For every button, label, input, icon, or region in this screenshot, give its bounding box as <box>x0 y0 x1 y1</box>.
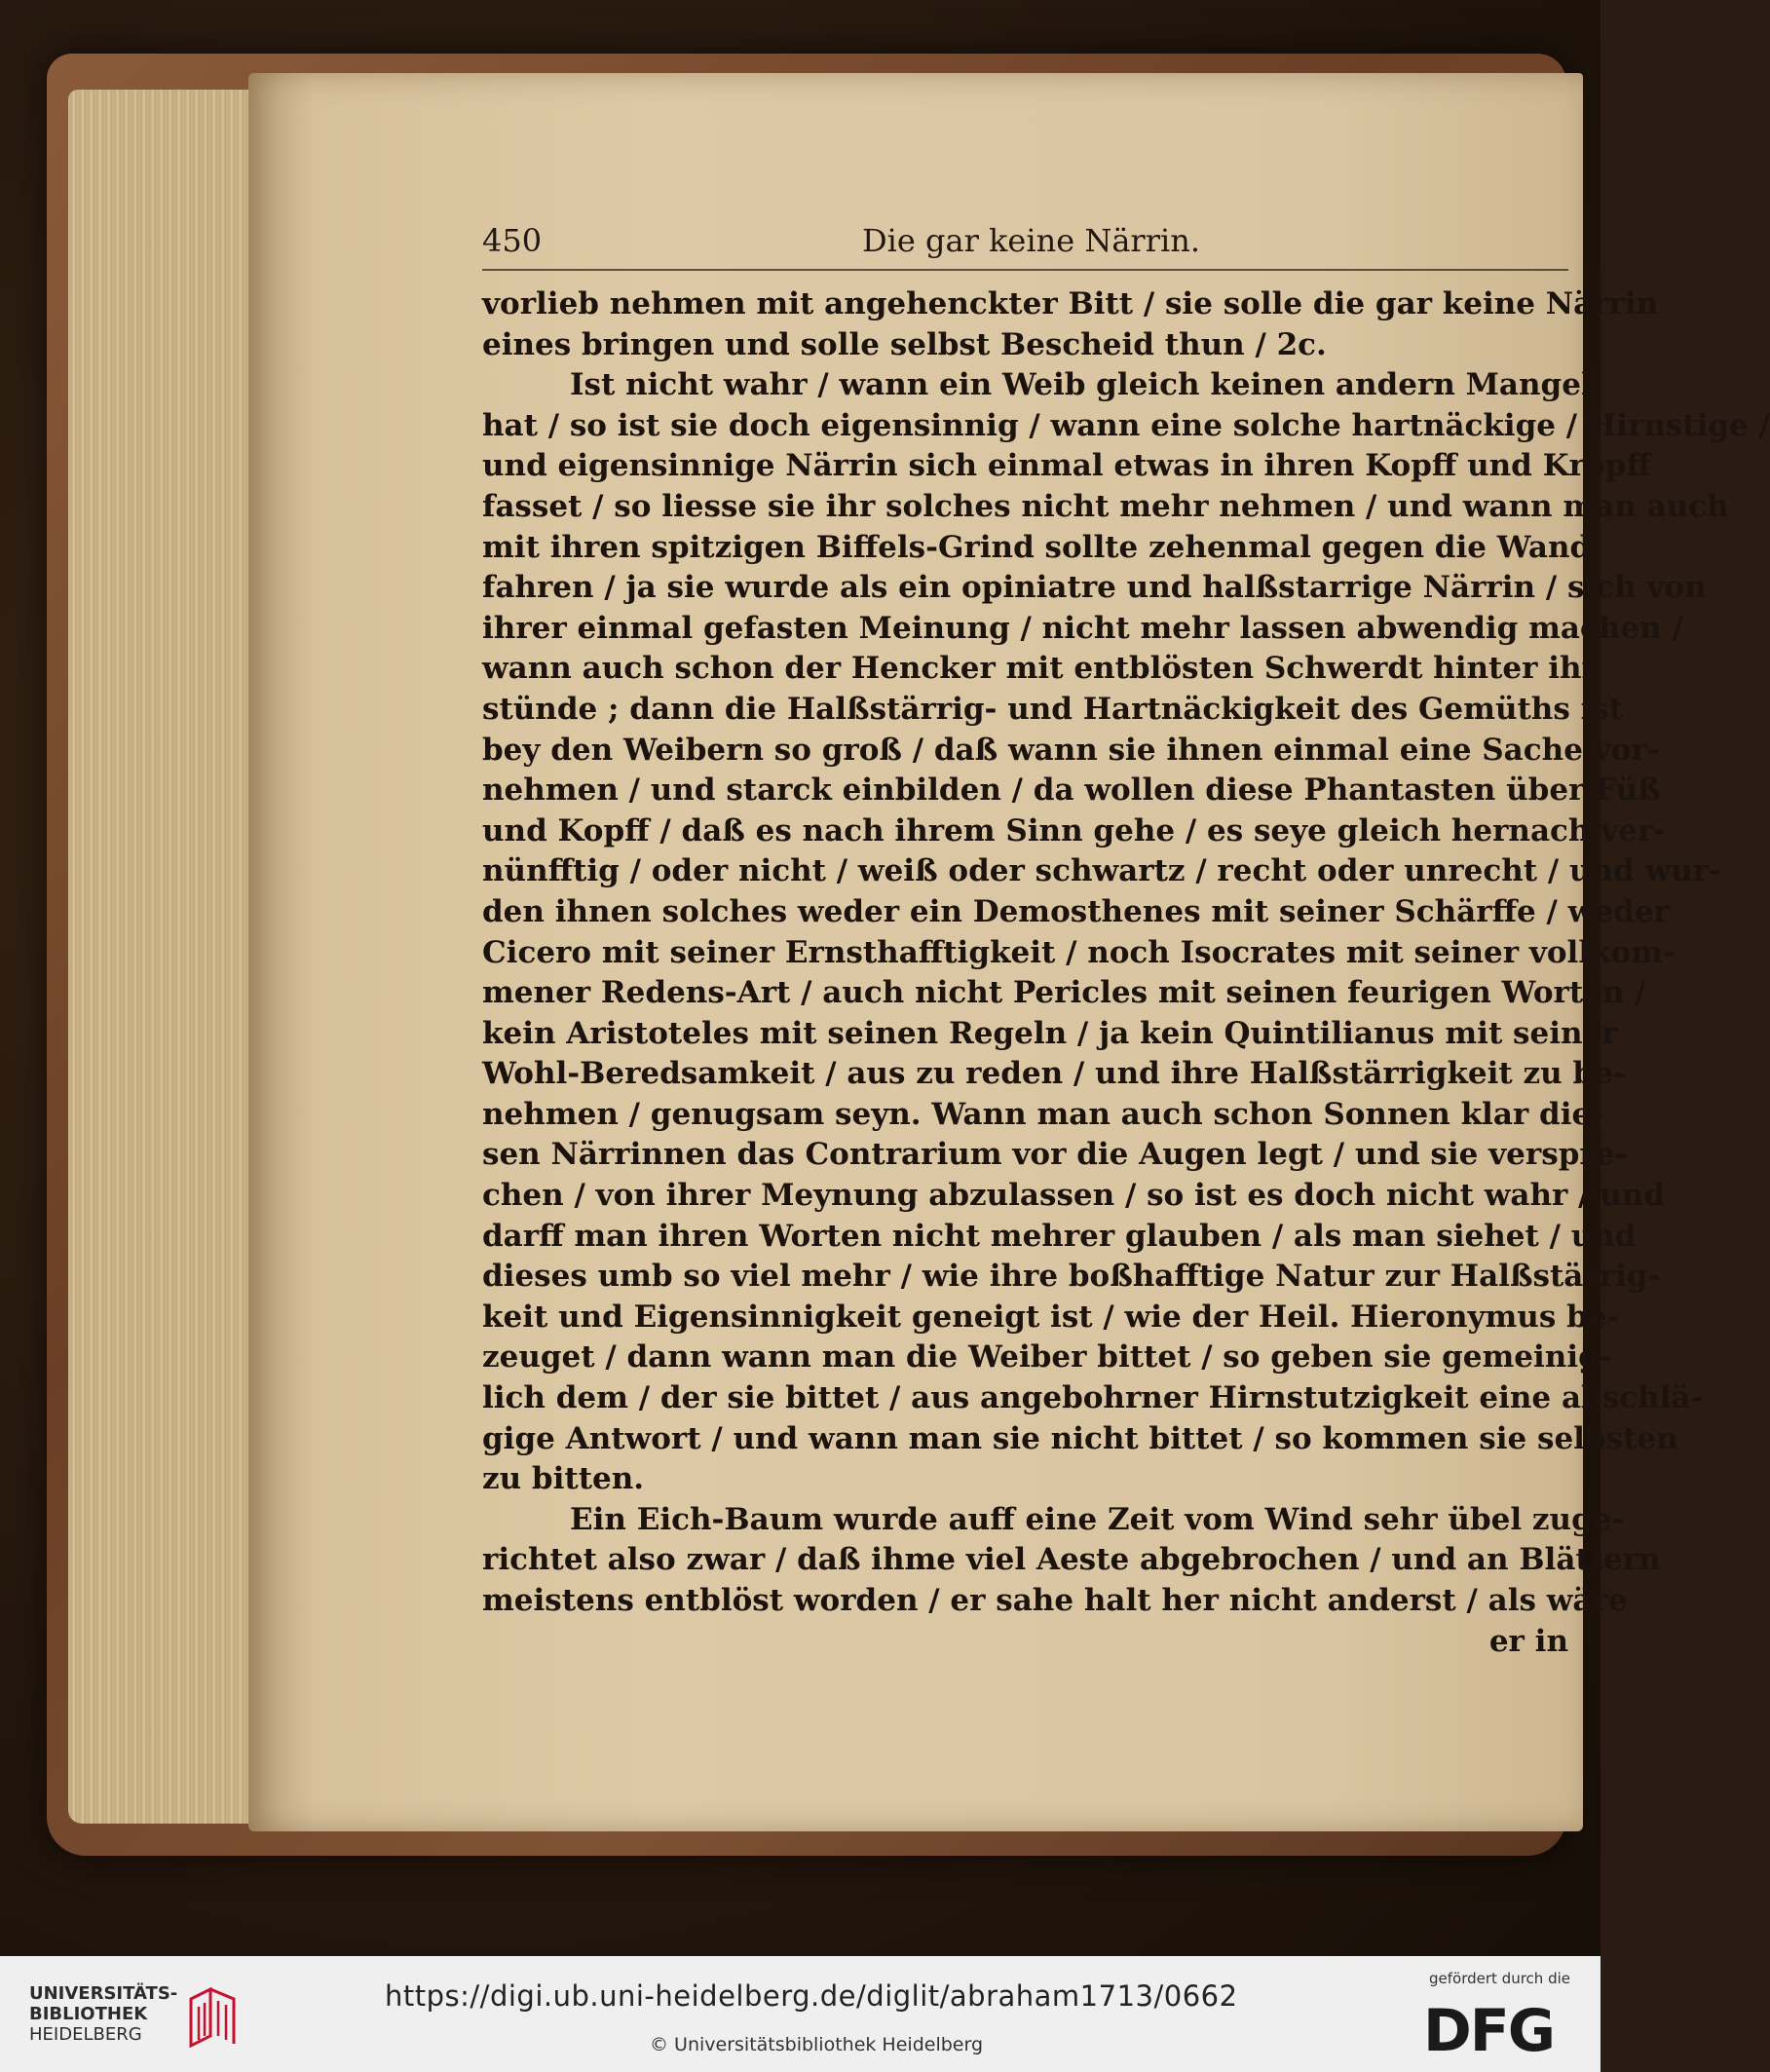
text-line: Cicero mit seiner Ernsthafftigkeit / noch Isocrates mit seiner vollkom- <box>482 934 1676 970</box>
text-line: meistens entblöst worden / er sahe halt her nicht anderst / als wäre <box>482 1583 1628 1618</box>
text-line: dieses umb so viel mehr / wie ihre boßhafftige Natur zur Halßstärrig- <box>482 1259 1661 1295</box>
funder-wordmark: DFG <box>1423 1997 1555 2065</box>
text-line: er in <box>1488 1623 1568 1659</box>
text-line: mit ihren spitzigen Biffels-Grind sollte zehenmal gegen die Wand <box>482 529 1592 565</box>
library-logo-icon <box>185 1985 244 2050</box>
text-line: Ist nicht wahr / wann ein Weib gleich keinen andern Mangel <box>570 367 1593 403</box>
text-line: eines bringen und solle selbst Bescheid thun / 2c. <box>482 326 1327 362</box>
page-edges <box>68 90 263 1824</box>
text-line: fasset / so liesse sie ihr solches nicht mehr nehmen / und wann man auch <box>482 488 1729 524</box>
permalink-url[interactable]: https://digi.ub.uni-heidelberg.de/diglit/abraham1713/0662 <box>385 1979 1238 2013</box>
copyright-notice: © Universitätsbibliothek Heidelberg <box>650 2034 984 2055</box>
text-line: fahren / ja sie wurde als ein opiniatre und halßstarrige Närrin / sich von <box>482 570 1707 606</box>
text-line: den ihnen solches weder ein Demosthenes mit seiner Schärffe / weder <box>482 893 1670 929</box>
text-line: nehmen / und starck einbilden / da wollen diese Phantasten über Füß <box>482 772 1661 809</box>
running-head <box>482 222 1568 261</box>
page-number: 450 <box>482 222 543 259</box>
text-line: bey den Weibern so groß / daß wann sie ihnen einmal eine Sache vor- <box>482 732 1660 768</box>
text-line: mener Redens-Art / auch nicht Pericles mit seinen feurigen Worten / <box>482 975 1646 1011</box>
text-line: hat / so ist sie doch eigensinnig / wann eine solche hartnäckige / Hirnstige / <box>482 407 1770 443</box>
library-name-line1: UNIVERSITÄTS- <box>29 1983 178 2004</box>
text-line: richtet also zwar / daß ihme viel Aeste abgebrochen / und an Blättern <box>482 1542 1661 1578</box>
library-name-line3: HEIDELBERG <box>29 2024 142 2045</box>
text-line: und Kopff / daß es nach ihrem Sinn gehe / es seye gleich hernach ver- <box>482 812 1667 848</box>
running-title: Die gar keine Närrin. <box>862 222 1200 259</box>
text-line: ihrer einmal gefasten Meinung / nicht mehr lassen abwendig machen / <box>482 610 1683 646</box>
text-line: Ein Eich-Baum wurde auff eine Zeit vom Wind sehr übel zuge- <box>570 1501 1625 1537</box>
viewer-footer <box>0 1956 1601 2072</box>
text-line: chen / von ihrer Meynung abzulassen / so ist es doch nicht wahr / und <box>482 1178 1666 1214</box>
text-line: stünde ; dann die Halßstärrig- und Hartnäckigkeit des Gemüths ist <box>482 691 1624 727</box>
text-line: zeuget / dann wann man die Weiber bittet / so geben sie gemeinig- <box>482 1339 1612 1375</box>
text-line: vorlieb nehmen mit angehenckter Bitt / sie solle die gar keine Närrin <box>482 286 1659 321</box>
text-line: sen Närrinnen das Contrarium vor die Augen legt / und sie verspre- <box>482 1137 1628 1173</box>
text-line: nünfftig / oder nicht / weiß oder schwartz / recht oder unrecht / und wur- <box>482 853 1721 889</box>
text-line: nehmen / genugsam seyn. Wann man auch schon Sonnen klar die- <box>482 1096 1604 1132</box>
page-body-text <box>482 284 1770 1662</box>
library-name <box>29 1983 177 2045</box>
library-logo[interactable] <box>29 1983 244 2052</box>
text-line: kein Aristoteles mit seinen Regeln / ja kein Quintilianus mit seiner <box>482 1015 1618 1051</box>
text-line: wann auch schon der Hencker mit entblösten Schwerdt hinter ihr <box>482 651 1598 687</box>
funding-note: gefördert durch die <box>1429 1970 1570 1987</box>
library-name-line2: BIBLIOTHEK <box>29 2004 148 2024</box>
text-line: gige Antwort / und wann man sie nicht bittet / so kommen sie selbsten <box>482 1420 1678 1456</box>
text-line: keit und Eigensinnigkeit geneigt ist / wie der Heil. Hieronymus be- <box>482 1299 1620 1335</box>
text-line: und eigensinnige Närrin sich einmal etwas in ihren Kopff und Kropff <box>482 448 1651 484</box>
head-rule <box>482 269 1568 271</box>
text-line: zu bitten. <box>482 1461 645 1497</box>
text-line: darff man ihren Worten nicht mehrer glauben / als man siehet / und <box>482 1218 1637 1254</box>
text-line: lich dem / der sie bittet / aus angebohrner Hirnstutzigkeit eine abschlä- <box>482 1380 1704 1416</box>
dfg-logo[interactable] <box>1417 1968 1583 2065</box>
text-line: Wohl-Beredsamkeit / aus zu reden / und ihre Halßstärrigkeit zu be- <box>482 1056 1626 1092</box>
